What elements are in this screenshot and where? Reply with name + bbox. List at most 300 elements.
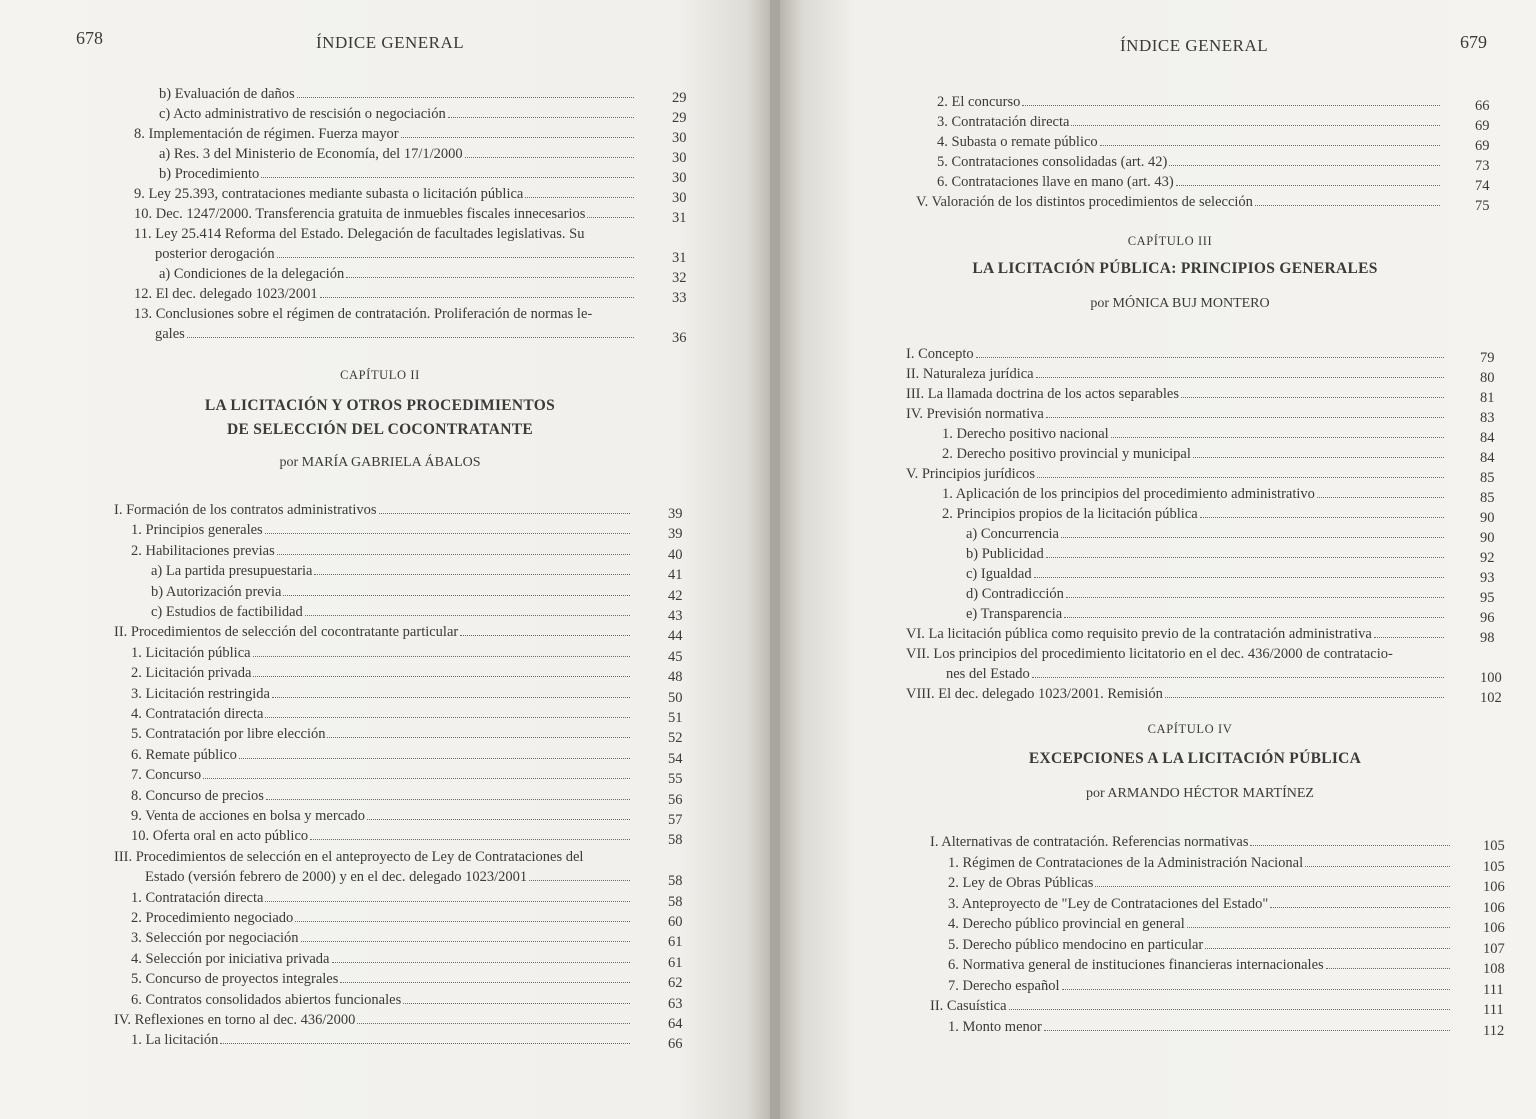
toc-page-number: 56 [668,791,683,808]
dot-leader [1034,577,1444,578]
toc-page-number: 107 [1483,940,1505,957]
toc-entry [131,541,632,561]
toc-entry [948,853,1452,873]
toc-page-number: 55 [668,771,683,788]
toc-entry-label: VI. La licitación pública como requisito previo de la contratación administrativa [906,626,1372,642]
dot-leader [283,595,630,596]
dot-leader [1270,907,1450,908]
toc-entry [159,104,636,124]
toc-entry-label: 2. Principios propios de la licitación pública [942,506,1198,522]
toc-entry [131,786,632,806]
toc-entry [159,264,636,284]
dot-leader [403,1003,630,1004]
toc-entry-label: 5. Derecho público mendocino en particular [948,936,1204,953]
toc-entry [966,544,1446,564]
dot-leader [1165,697,1444,698]
dot-leader [1200,517,1444,518]
dot-leader [1046,557,1444,558]
toc-entry-label: a) La partida presupuestaria [151,563,313,580]
toc-entry-label: 1. La licitación [131,1032,219,1049]
dot-leader [277,257,634,258]
dot-leader [261,177,634,178]
toc-entry [966,604,1446,624]
chapter-author: por ARMANDO HÉCTOR MARTÍNEZ [1086,786,1314,801]
toc-page-number: 43 [668,608,683,624]
toc-page-number: 84 [1480,450,1495,466]
toc-entry-label: 10. Oferta oral en acto público [131,828,309,845]
dot-leader [1176,185,1440,186]
toc-entry-label: nes del Estado [946,666,1030,682]
toc-entry-label: gales [155,326,185,342]
dot-leader [367,819,630,820]
toc-entry-label: 13. Conclusiones sobre el régimen de contratación. Proliferación de normas le- [134,306,593,322]
toc-entry [930,832,1452,852]
toc-page-number: 75 [1475,198,1490,214]
chapter-title: LA LICITACIÓN PÚBLICA: PRINCIPIOS GENERALES [972,260,1378,277]
toc-page-number: 80 [1480,370,1495,386]
toc-entry [131,806,632,826]
dot-leader [1046,417,1444,418]
toc-entry [906,364,1446,384]
toc-entry [906,684,1446,704]
toc-page-number: 63 [668,995,683,1012]
dot-leader [448,117,634,118]
toc-entry [948,914,1452,934]
dot-leader [1326,968,1450,969]
toc-entry-label: posterior derogación [155,246,275,262]
dot-leader [301,941,631,942]
toc-page-number: 64 [668,1016,683,1032]
dot-leader [1061,537,1444,538]
toc-entry [134,304,592,324]
toc-page-number: 30 [672,170,687,186]
toc-page-number: 90 [1480,530,1495,546]
toc-entry-label: 1. Derecho positivo nacional [942,426,1109,442]
toc-entry-label: 5. Contratación por libre elección [131,726,326,743]
chapter-label: CAPÍTULO II [340,368,420,382]
dot-leader [1009,1009,1450,1010]
toc-entry-label: c) Estudios de factibilidad [151,604,303,620]
toc-entry [937,152,1442,172]
dot-leader [1187,927,1450,928]
toc-entry-label: 8. Concurso de precios [131,787,264,804]
toc-entry-label: c) Acto administrativo de rescisión o negociación [159,106,446,122]
toc-entry [114,500,632,520]
toc-entry-label: 2. Habilitaciones previas [131,542,275,559]
toc-entry-label: 6. Contratos consolidados abiertos funcionales [131,991,402,1008]
toc-entry [131,520,632,540]
toc-entry [151,582,632,602]
toc-entry [131,990,632,1010]
dot-leader [327,737,630,738]
toc-entry-label: a) Concurrencia [966,526,1059,542]
toc-page-number: 106 [1483,899,1505,916]
dot-leader [1255,205,1440,206]
toc-page-number: 73 [1475,158,1490,174]
toc-entry-label: 2. Procedimiento negociado [131,910,294,926]
toc-entry [131,704,632,724]
toc-entry-label: V. Valoración de los distintos procedimientos de selección [916,194,1253,210]
chapter-title-line1: LA LICITACIÓN Y OTROS PROCEDIMIENTOS [204,397,556,414]
toc-entry-label: 6. Normativa general de instituciones financieras internacionales [948,957,1324,973]
toc-entry [966,524,1446,544]
toc-entry [131,724,632,744]
toc-entry [134,124,636,144]
toc-entry [942,504,1446,524]
dot-leader [253,676,630,677]
dot-leader [239,758,630,759]
toc-entry [906,624,1446,644]
toc-entry [131,765,632,785]
toc-page-number: 79 [1480,350,1495,366]
toc-page-number: 57 [668,812,683,828]
dot-leader [203,778,630,779]
toc-entry-label: 5. Contrataciones consolidadas (art. 42) [937,154,1168,170]
toc-entry [937,92,1442,112]
toc-entry-label: b) Autorización previa [151,583,282,600]
dot-leader [1037,477,1444,478]
toc-entry-label: 1. Licitación pública [131,644,251,661]
toc-entry-label: a) Condiciones de la delegación [159,266,345,282]
toc-page-number: 92 [1480,550,1495,566]
toc-page-number: 106 [1483,920,1505,936]
toc-page-number: 29 [672,110,687,126]
toc-entry [131,969,632,989]
toc-entry-label: 2. El concurso [937,94,1021,110]
toc-entry [131,928,632,948]
toc-entry-label: 7. Concurso [131,767,202,784]
dot-leader [1193,457,1444,458]
toc-entry-label: 1. Aplicación de los principios del procedimiento administrativo [942,486,1315,502]
toc-entry-label: 8. Implementación de régimen. Fuerza mayor [134,126,399,142]
toc-entry [159,164,636,184]
toc-entry [948,1017,1452,1037]
dot-leader [1095,886,1450,887]
dot-leader [587,217,634,218]
toc-entry-label: I. Concepto [906,346,974,362]
toc-entry [131,684,632,704]
toc-page-number: 83 [1480,410,1495,426]
toc-page-number: 66 [1475,98,1490,114]
dot-leader [1066,597,1444,598]
toc-entry-label: I. Alternativas de contratación. Referencias normativas [930,834,1249,850]
dot-leader [401,137,634,138]
dot-leader [253,656,630,657]
dot-leader [1062,989,1450,990]
toc-entry [131,949,632,969]
toc-page-number: 93 [1480,570,1495,586]
dot-leader [295,921,630,922]
dot-leader [297,97,634,98]
toc-page-number: 36 [672,330,687,346]
page-number: 678 [76,28,103,48]
toc-entry-label: Estado (versión febrero de 2000) y en el dec. delegado 1023/2001 [145,869,528,886]
toc-entry-label: b) Evaluación de daños [159,86,295,102]
toc-entry [906,344,1446,364]
toc-entry [948,935,1452,955]
toc-page-number: 66 [668,1036,683,1053]
toc-entry-label: 4. Selección por iniciativa privada [131,950,330,967]
toc-page-number: 85 [1480,470,1495,486]
dot-leader [265,717,630,718]
toc-entry [948,976,1452,996]
toc-entry-label: 1. Principios generales [131,522,263,539]
toc-page-number: 84 [1480,430,1495,446]
toc-page-number: 30 [672,130,687,146]
toc-page-number: 29 [672,90,687,106]
toc-page-number: 95 [1480,590,1495,606]
toc-entry-label: 3. Contratación directa [937,114,1070,130]
toc-page-number: 111 [1483,1002,1504,1018]
toc-page-number: 31 [672,250,687,266]
toc-entry-label: 3. Selección por negociación [131,930,299,947]
toc-entry-label: 3. Licitación restringida [131,685,270,702]
dot-leader [265,533,630,534]
toc-page-number: 58 [668,893,683,910]
chapter-author: por MÓNICA BUJ MONTERO [1090,296,1270,311]
dot-leader [310,839,630,840]
toc-entry-label: I. Formación de los contratos administrativos [114,502,377,518]
toc-page-number: 69 [1475,118,1490,134]
toc-entry-label: 1. Monto menor [948,1018,1042,1035]
toc-entry-label: IV. Reflexiones en torno al dec. 436/2000 [114,1012,356,1028]
toc-entry-label: 12. El dec. delegado 1023/2001 [134,286,318,302]
toc-entry-label: 5. Concurso de proyectos integrales [131,971,339,988]
toc-entry [937,172,1442,192]
dot-leader [1064,617,1444,618]
toc-page-number: 62 [668,975,683,992]
dot-leader [465,157,634,158]
toc-page-number: 39 [668,526,683,543]
toc-entry [930,996,1452,1016]
dot-leader [1022,105,1440,106]
toc-entry-label: III. La llamada doctrina de los actos separables [906,386,1179,402]
toc-entry [151,561,632,581]
dot-leader [1100,145,1440,146]
dot-leader [220,1043,630,1044]
toc-entry-label: V. Principios jurídicos [906,466,1036,482]
toc-page-number: 100 [1480,670,1502,686]
toc-page-number: 40 [668,546,683,563]
page-number: 679 [1460,32,1487,52]
dot-leader [332,962,631,963]
toc-entry-label: 4. Derecho público provincial en general [948,916,1185,932]
toc-page-number: 51 [668,710,683,726]
chapter-author: por MARÍA GABRIELA ÁBALOS [279,455,481,470]
toc-entry-label: III. Procedimientos de selección en el anteproyecto de Ley de Contrataciones del [114,848,584,865]
dot-leader [1032,677,1444,678]
toc-entry [948,955,1452,975]
toc-entry-label: VIII. El dec. delegado 1023/2001. Remisión [906,686,1163,702]
toc-entry [946,664,1446,684]
toc-entry-label: II. Casuística [930,998,1007,1014]
toc-entry-label: 10. Dec. 1247/2000. Transferencia gratuita de inmuebles fiscales innecesarios [134,206,586,222]
toc-entry [906,384,1446,404]
toc-page-number: 61 [668,954,683,971]
toc-page-number: 50 [668,689,683,706]
toc-page-number: 61 [668,934,683,951]
toc-entry [131,1030,632,1050]
toc-entry [134,224,584,244]
toc-page-number: 41 [668,567,683,584]
running-header: ÍNDICE GENERAL [316,33,465,52]
dot-leader [320,297,634,298]
running-header: ÍNDICE GENERAL [1120,36,1269,55]
toc-entry-label: 3. Anteproyecto de "Ley de Contrataciones del Estado" [948,895,1269,912]
toc-page-number: 52 [668,730,683,747]
dot-leader [1036,377,1444,378]
dot-leader [187,337,634,338]
toc-entry [155,324,636,344]
dot-leader [1250,845,1450,846]
toc-entry [966,564,1446,584]
toc-entry [948,894,1452,914]
toc-entry [131,663,632,683]
toc-page-number: 60 [668,914,683,930]
toc-entry-label: c) Igualdad [966,566,1032,582]
toc-entry [145,867,632,887]
toc-entry [131,643,632,663]
toc-entry-label: d) Contradicción [966,586,1064,602]
dot-leader [1305,866,1450,867]
toc-entry-label: II. Naturaleza jurídica [906,366,1034,382]
toc-entry [134,284,636,304]
toc-page-number: 105 [1483,858,1505,875]
toc-entry-label: b) Procedimiento [159,166,260,182]
dot-leader [1317,497,1444,498]
dot-leader [525,197,634,198]
toc-page-number: 54 [668,750,683,767]
toc-entry [114,622,632,642]
dot-leader [340,982,630,983]
toc-entry [159,144,636,164]
dot-leader [1111,437,1444,438]
dot-leader [265,901,630,902]
dot-leader [266,799,630,800]
dot-leader [1205,948,1450,949]
dot-leader [1044,1030,1450,1031]
toc-page-number: 48 [668,669,683,686]
dot-leader [1071,125,1440,126]
toc-page-number: 74 [1475,178,1490,194]
toc-page-number: 90 [1480,510,1495,526]
toc-page-number: 58 [668,873,683,890]
toc-page-number: 96 [1480,610,1495,626]
dot-leader [277,554,630,555]
toc-page-number: 105 [1483,838,1505,854]
toc-entry [134,184,636,204]
toc-entry-label: 6. Remate público [131,746,237,763]
toc-entry-label: IV. Previsión normativa [906,406,1044,422]
toc-entry [131,826,632,846]
toc-entry [114,1010,632,1030]
toc-page-number: 108 [1483,961,1505,977]
toc-entry [134,204,636,224]
dot-leader [314,574,630,575]
toc-entry [131,908,632,928]
toc-entry-label: 2. Ley de Obras Públicas [948,875,1094,891]
chapter-title-line2: DE SELECCIÓN DEL COCONTRATANTE [227,421,533,438]
dot-leader [305,615,630,616]
toc-entry-label: VII. Los principios del procedimiento licitatorio en el dec. 436/2000 de contratacio- [906,646,1393,662]
toc-entry-label: 1. Régimen de Contrataciones de la Administración Nacional [948,854,1304,871]
toc-page-number: 111 [1483,981,1504,998]
toc-entry-label: 4. Contratación directa [131,706,264,722]
dot-leader [357,1023,630,1024]
toc-entry [159,84,636,104]
toc-page-number: 98 [1480,630,1495,646]
toc-page-number: 33 [672,290,687,306]
toc-page-number: 106 [1483,879,1505,895]
toc-entry [906,644,1393,664]
dot-leader [976,357,1444,358]
toc-page-number: 81 [1480,390,1495,406]
toc-entry-label: 9. Ley 25.393, contrataciones mediante subasta o licitación pública [134,186,524,202]
toc-entry [937,132,1442,152]
dot-leader [1181,397,1444,398]
dot-leader [1374,637,1444,638]
toc-entry [942,444,1446,464]
toc-page-number: 69 [1475,138,1490,154]
dot-leader [1169,165,1440,166]
book-gutter [770,0,780,1119]
dot-leader [379,513,630,514]
toc-page-number: 42 [668,587,683,604]
toc-entry [906,464,1446,484]
toc-page-number: 58 [668,832,683,849]
chapter-title: EXCEPCIONES A LA LICITACIÓN PÚBLICA [1028,750,1362,767]
toc-page-number: 30 [672,150,687,166]
toc-entry [114,847,583,867]
toc-page-number: 85 [1480,490,1495,506]
toc-entry-label: 2. Licitación privada [131,665,252,682]
toc-entry [966,584,1446,604]
toc-entry [937,112,1442,132]
toc-entry-label: e) Transparencia [966,606,1063,622]
toc-page-number: 45 [668,648,683,665]
right-page [780,0,1536,1119]
toc-page-number: 44 [668,628,683,645]
toc-entry [151,602,632,622]
toc-entry [942,484,1446,504]
toc-page-number: 30 [672,190,687,206]
toc-entry-label: 2. Derecho positivo provincial y municipal [942,446,1191,462]
toc-page-number: 31 [672,210,687,226]
toc-entry-label: II. Procedimientos de selección del cocontratante particular [114,624,459,641]
toc-entry [948,873,1452,893]
dot-leader [272,697,630,698]
toc-entry [916,192,1442,212]
toc-entry-label: 11. Ley 25.414 Reforma del Estado. Delegación de facultades legislativas. Su [134,226,585,242]
toc-page-number: 39 [668,506,683,522]
toc-entry [155,244,636,264]
toc-page-number: 32 [672,270,687,286]
toc-entry [131,888,632,908]
toc-page-number: 112 [1483,1022,1505,1039]
toc-entry [131,745,632,765]
chapter-label: CAPÍTULO III [1127,234,1213,248]
toc-entry-label: b) Publicidad [966,546,1044,562]
dot-leader [529,880,630,881]
chapter-label: CAPÍTULO IV [1147,722,1233,736]
toc-entry-label: 6. Contrataciones llave en mano (art. 43) [937,174,1174,190]
toc-entry-label: 7. Derecho español [948,977,1060,994]
toc-entry-label: 4. Subasta o remate público [937,134,1098,150]
toc-page-number: 102 [1480,690,1502,706]
toc-entry [906,404,1446,424]
toc-entry-label: 9. Venta de acciones en bolsa y mercado [131,808,366,824]
toc-entry-label: 1. Contratación directa [131,889,264,906]
